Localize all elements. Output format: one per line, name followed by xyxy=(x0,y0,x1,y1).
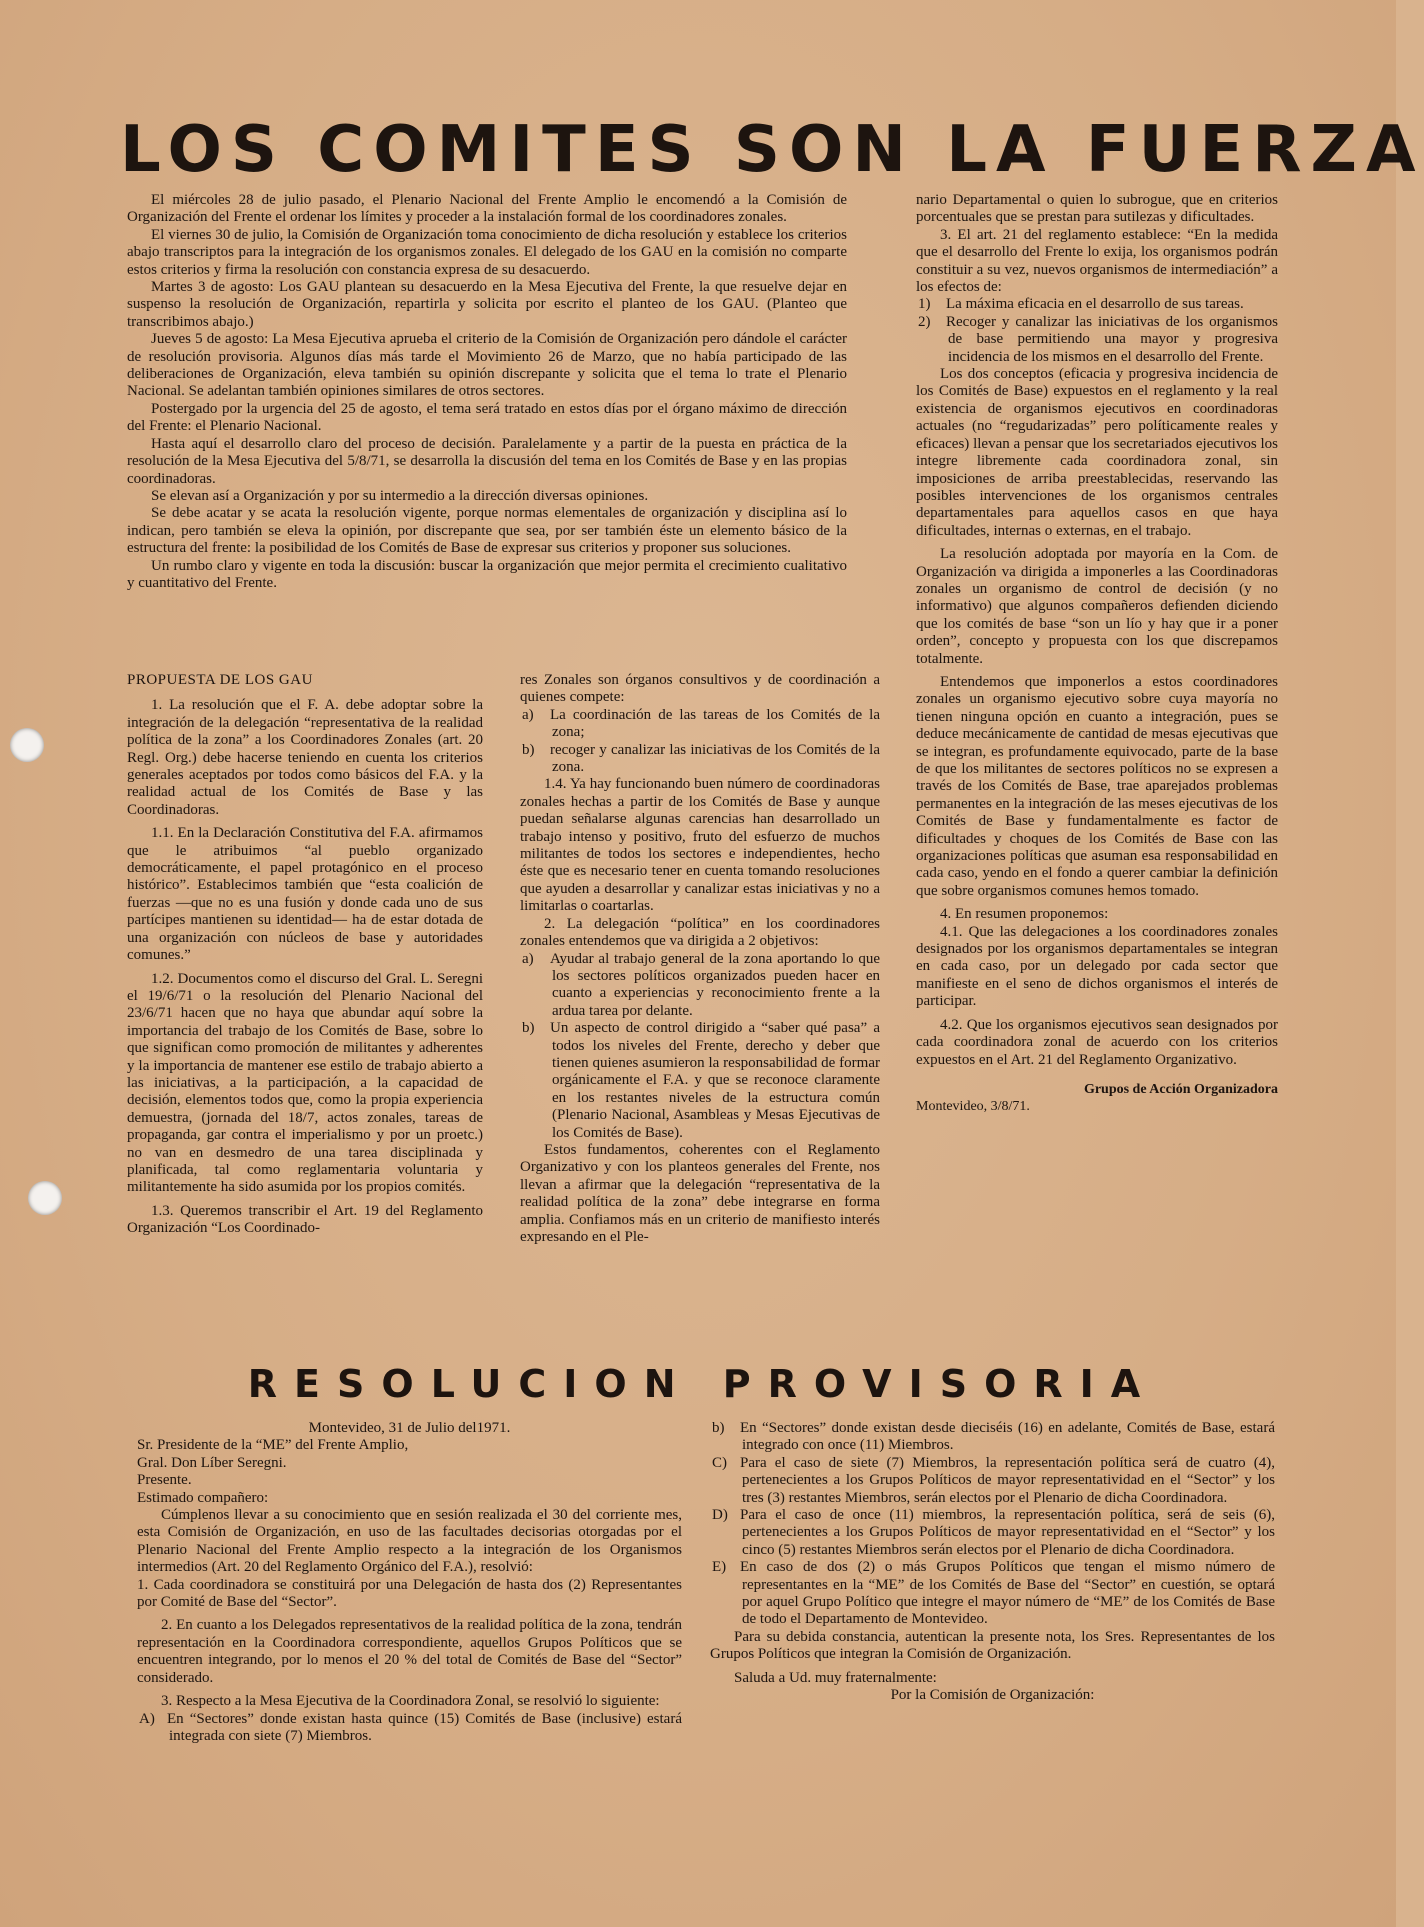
intro-paragraph: Jueves 5 de agosto: La Mesa Ejecutiva aprueba el criterio de la Comisión de Organización pero dándole el carácter de resolución provisoria. Algunos días más tarde el Movimiento 26 de Marzo, que no había participado de las deliberaciones de Organización, eleva también su opinión discrepante y solicita que el tema lo trate el Plenario Nacional. Se adelantan también opiniones similares de otros sectores. xyxy=(127,331,847,400)
intro-paragraph: El miércoles 28 de julio pasado, el Plenario Nacional del Frente Amplio le encomendó a la Comisión de Organización del Frente el ordenar los límites y proceder a la instalación formal de los coordinadores zonales. xyxy=(127,192,847,226)
list-item: a) La coordinación de las tareas de los Comités de la zona; xyxy=(522,706,880,741)
body-paragraph: 4. En resumen proponemos: xyxy=(940,906,1109,923)
body-paragraph: 3. Respecto a la Mesa Ejecutiva de la Coordinadora Zonal, se resolvió lo siguiente: xyxy=(161,1693,660,1710)
list-item: C) Para el caso de siete (7) Miembros, la representación política será de cuatro (4), pertenecientes a los Grupos Políticos de mayor representatividad en el “Sector” y los tres (3) restantes Miembros, serán electos por el Plenario de dicha Coordinadora. xyxy=(712,1454,1275,1506)
body-paragraph: 1.3. Queremos transcribir el Art. 19 del Reglamento Organización “Los Coordinado- xyxy=(127,1202,483,1237)
main-headline: LOS COMITES SON LA FUERZA xyxy=(120,113,1424,187)
body-paragraph: Cúmplenos llevar a su conocimiento que en sesión realizada el 30 del corriente mes, esta Comisión de Organización, en uso de las facultades decisorias otorgadas por el Plenario Nacional del Frente Amplio respecto a la integración de los Organismos intermedios (Art. 20 del Reglamento Orgánico del F.A.), resolvió: xyxy=(137,1507,682,1576)
body-paragraph: 1.2. Documentos como el discurso del Gral. L. Seregni el 19/6/71 o la resolución del Plenario Nacional del 23/6/71 hacen que no haya que abundar aquí sobre la importancia del trabajo de los Comités de Base, sobre lo que significan como promoción de militantes y adherentes y la importancia de mantener ese estilo de trabajo abierto a las iniciativas, a la participación, a la capacidad de decisión, elementos todos que, como la propia experiencia demuestra, (jornada del 18/7, actos zonales, tareas de propaganda, gar contra el imperialismo y por un proetc.) no van en desmedro de una tarea disciplinada y planificada, tal como reglamentaria voluntaria y militantemente ha sido asumida por los propios comités. xyxy=(127,970,483,1196)
letter-date: Montevideo, 31 de Julio del1971. xyxy=(308,1420,511,1436)
body-paragraph: res Zonales son órganos consultivos y de coordinación a quienes compete: xyxy=(520,672,880,706)
intro-paragraph: Martes 3 de agosto: Los GAU plantean su desacuerdo en la Mesa Ejecutiva del Frente, la que resuelve dejar en suspenso la resolución de Organización, repartirla y solicita por escrito el planteo de los GAU. (Planteo que transcribimos abajo.) xyxy=(127,279,847,330)
list-item: a) Ayudar al trabajo general de la zona aportando lo que los sectores políticos organizados pueden hacer en cuanto a experiencias y reconocimiento frente a la ardua tarea por delante. xyxy=(522,950,880,1019)
letter-closing: Saluda a Ud. muy fraternalmente: xyxy=(734,1669,937,1686)
intro-column xyxy=(127,192,847,667)
intro-paragraph: Se debe acatar y se acata la resolución vigente, porque normas elementales de organización y disciplina así lo indican, pero también se eleva la opinión, por discrepante que sea, por ser también éste un elemento básico de la estructura del frente: la posibilidad de los Comités de Base de expresar sus criterios y proponer sus soluciones. xyxy=(127,505,847,557)
binder-hole-bottom xyxy=(28,1181,62,1215)
intro-paragraph: Un rumbo claro y vigente en toda la discusión: buscar la organización que mejor permita el crecimiento cualitativo y cuantitativo del Frente. xyxy=(127,557,847,591)
resolution-right-column xyxy=(710,1420,1275,1805)
intro-paragraph: Se elevan así a Organización y por su intermedio a la dirección diversas opiniones. xyxy=(151,487,649,504)
body-paragraph: Entendemos que imponerlos a estos coordinadores zonales un organismo ejecutivo sobre cuya mayoría no tienen ninguna opción en cuanto a integración, pues se deduce mecánicamente de cantidad de mesas ejecutivas que se integran, es profundamente equivocado, parte de la base de que los militantes de sectores políticos no se expresen a través de los Comités de Base, trae aparejados problemas permanentes en la integración de las meses ejecutivas de los Comités de Base y fundamentalmente es factor de dificultades y choques de los Comités de Base con las organizaciones políticas que asuman esa responsabilidad en cada caso, yendo en el fondo a querer cambiar la definición que sobre organismos comunes hemos tomado. xyxy=(916,673,1278,899)
section-heading: PROPUESTA DE LOS GAU xyxy=(127,672,313,688)
list-item: b) En “Sectores” donde existan desde dieciséis (16) en adelante, Comités de Base, estará integrado con once (11) Miembros. xyxy=(712,1420,1275,1454)
intro-paragraph: Postergado por la urgencia del 25 de agosto, el tema será tratado en estos días por el órgano máximo de dirección del Frente: el Plenario Nacional. xyxy=(127,400,847,435)
body-paragraph: 1. Cada coordinadora se constituirá por una Delegación de hasta dos (2) Representantes por Comité de Base del “Sector”. xyxy=(137,1576,682,1611)
letter-greeting: Estimado compañero: xyxy=(137,1489,269,1506)
list-item: D) Para el caso de once (11) miembros, la representación política, será de seis (6), pertenecientes a los Grupos Políticos de mayor representatividad en el “Sector” y los cinco (5) restantes Miembros serán electos por el Plenario de dicha Coordinadora. xyxy=(712,1507,1275,1558)
body-paragraph: 4.2. Que los organismos ejecutivos sean designados por cada coordinadora zonal de acuerdo con los criterios expuestos en el Art. 21 del Reglamento Organizativo. xyxy=(916,1016,1278,1068)
body-paragraph: La resolución adoptada por mayoría en la Com. de Organización va dirigida a imponerles a las Coordinadoras zonales un organismo de control de decisión (y no informativo) que algunos compañeros defienden diciendo que los comités de base “son un lío y hay que ir a poner orden”, concepto y propuesta con los que discrepamos totalmente. xyxy=(916,546,1278,667)
signature-place-date: Montevideo, 3/8/71. xyxy=(916,1099,1030,1115)
letter-recipient: Gral. Don Líber Seregni. xyxy=(137,1454,287,1471)
letter-signoff: Por la Comisión de Organización: xyxy=(890,1687,1095,1704)
list-item: b) recoger y canalizar las iniciativas de los Comités de la zona. xyxy=(522,741,880,776)
list-item: 2) Recoger y canalizar las iniciativas de los organismos de base permitiendo una mayor y progresiva incidencia de los mismos en el desarrollo del Frente. xyxy=(918,313,1278,365)
middle-column xyxy=(520,672,880,1340)
body-paragraph: Estos fundamentos, coherentes con el Reglamento Organizativo y con los planteos generales del Frente, nos llevan a afirmar que la delegación “representativa de la realidad política de la zona” debe integrarse en forma amplia. Confiamos más en un criterio de manifiesto interés expresando en el Ple- xyxy=(520,1141,880,1245)
list-item: E) En caso de dos (2) o más Grupos Políticos que tengan el mismo número de representantes en la “ME” de los Comités de Base del “Sector” en cuestión, se optará por aquel Grupo Político que integre el mayor número de “ME” de los Comités de Base de todo el Departamento de Montevideo. xyxy=(712,1559,1275,1628)
signature: Grupos de Acción Organizadora xyxy=(1083,1081,1278,1097)
list-item: 1) La máxima eficacia en el desarrollo de sus tareas. xyxy=(918,296,1244,313)
body-paragraph: 1.4. Ya hay funcionando buen número de coordinadoras zonales hechas a partir de los Comités de Base y aunque puedan señalarse algunas carencias han desarrollado un trabajo intenso y positivo, fruto del esfuerzo de muchos militantes de todos los sectores e independientes, hecho éste que es necesario tener en cuenta tomando resoluciones que ayuden a desarrollar y canalizar estas iniciativas y no a limitarlas o coartarlas. xyxy=(520,776,880,915)
body-paragraph: 1.1. En la Declaración Constitutiva del F.A. afirmamos que le atribuimos “al pueblo organizado democráticamente, el papel protagónico en el proceso histórico”. Establecimos también que “esta coalición de fuerzas —que no es una fusión y donde cada uno de sus partícipes mantienen su identidad— ha de estar dotada de una organización con núcleos de base y autoridades comunes.” xyxy=(127,825,483,964)
body-paragraph: nario Departamental o quien lo subrogue, que en criterios porcentuales que se prestan para sutilezas y dificultades. xyxy=(916,192,1278,226)
body-paragraph: 4.1. Que las delegaciones a los coordinadores zonales designados por los organismos departamentales se integran en cada caso, por un delegado por cada sector que manifieste en el seno de dichos organismos el interés de participar. xyxy=(916,923,1278,1010)
body-paragraph: Los dos conceptos (eficacia y progresiva incidencia de los Comités de Base) expuestos en el reglamento y la real existencia de organismos ejecutivos en coordinadoras actuales (no “regudarizadas” pero políticamente reales y eficaces) llevan a pensar que los secretariados ejecutivos los integre libremente cada coordinadora zonal, sin imposiciones de arriba preestablecidas, reservando las posibles intervenciones de los organismos centrales departamentales para aquellos casos en que haya dificultades, internas o externas, en el trabajo. xyxy=(916,366,1278,539)
binder-hole-top xyxy=(10,728,44,762)
intro-paragraph: Hasta aquí el desarrollo claro del proceso de decisión. Paralelamente y a partir de la puesta en práctica de la resolución de la Mesa Ejecutiva del 5/8/71, se desarrolla la discusión del tema en los Comités de Base y en las propias coordinadoras. xyxy=(127,435,847,487)
list-item: A) En “Sectores” donde existan hasta quince (15) Comités de Base (inclusive) estará integrada con siete (7) Miembros. xyxy=(139,1710,682,1744)
body-paragraph: Para su debida constancia, autentican la presente nota, los Sres. Representantes de los Grupos Políticos que integran la Comisión de Organización. xyxy=(710,1628,1275,1663)
body-paragraph: 1. La resolución que el F. A. debe adoptar sobre la integración de la delegación “representativa de la realidad política de la zona” a los Coordinadores Zonales (art. 20 Regl. Org.) debe hacerse teniendo en cuenta los criterios generales aceptados por todos como básicos del F.A. y la realidad actual de los Comités de Base y las Coordinadoras. xyxy=(127,697,483,818)
resolution-left-column xyxy=(137,1420,682,1805)
list-item: b) Un aspecto de control dirigido a “saber qué pasa” a todos los niveles del Frente, derecho y deber que tienen quienes asumieron la responsabilidad de formar orgánicamente el F.A. y que se reconoce claramente en los restantes niveles de la estructura común (Plenario Nacional, Asambleas y Mesas Ejecutivas de los Comités de Base). xyxy=(522,1020,880,1141)
body-paragraph: 3. El art. 21 del reglamento establece: “En la medida que el desarrollo del Frente lo exija, los organismos podrán constituir a su vez, nuevos organismos de intermediación” a los efectos de: xyxy=(916,226,1278,296)
body-paragraph: 2. En cuanto a los Delegados representativos de la realidad política de la zona, tendrán representación en la Coordinadora correspondiente, aquellos Grupos Políticos que se encuentren integrando, por lo menos el 20 % del total de Comités de Base del “Sector” considerado. xyxy=(137,1617,682,1686)
right-column xyxy=(916,192,1278,1342)
resolution-headline: RESOLUCION PROVISORIA xyxy=(247,1362,1158,1406)
letter-recipient: Sr. Presidente de la “ME” del Frente Amplio, xyxy=(137,1437,409,1454)
body-paragraph: 2. La delegación “política” en los coordinadores zonales entendemos que va dirigida a 2 objetivos: xyxy=(520,915,880,950)
letter-recipient: Presente. xyxy=(137,1472,192,1489)
intro-paragraph: El viernes 30 de julio, la Comisión de Organización toma conocimiento de dicha resolución y establece los criterios abajo transcriptos para la integración de los organismos zonales. El delegado de los GAU en la comisión no comparte estos criterios y firma la resolución con constancia expresa de su desacuerdo. xyxy=(127,226,847,278)
gau-column xyxy=(127,672,483,1340)
